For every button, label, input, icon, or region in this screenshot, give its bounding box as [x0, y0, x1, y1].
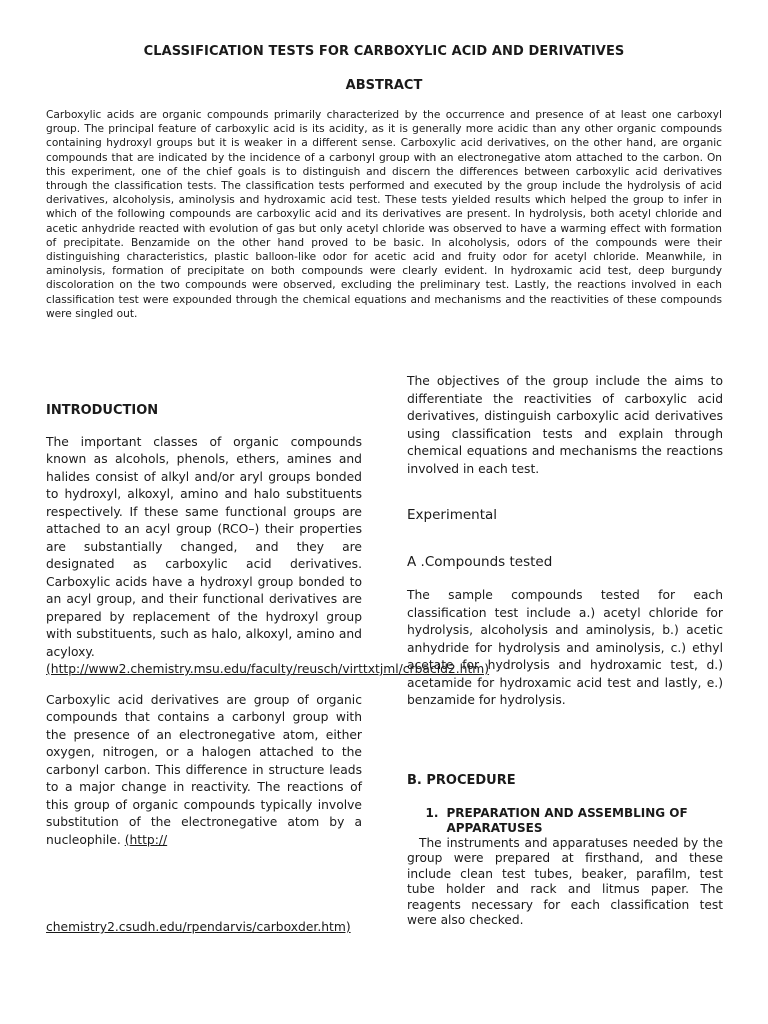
- introduction-paragraph-2-text: Carboxylic acid derivatives are group of organic compounds that contains a carbonyl group with the presence of an electronegative atom, either oxygen, nitrogen, or a halogen attached to the carbonyl carbon. This difference in structure leads to a major change in reactivity. The reactions of this group of organic compounds typically involve substitution of the electronegative atom by a nucleophile.: [46, 692, 362, 847]
- compounds-tested-heading: A .Compounds tested: [407, 553, 553, 570]
- step-1-heading: [407, 806, 723, 836]
- csudh-reference-link-end[interactable]: chemistry2.csudh.edu/rpendarvis/carboxder.htm): [46, 920, 351, 934]
- experimental-heading: Experimental: [407, 507, 498, 523]
- introduction-heading: INTRODUCTION: [46, 403, 159, 418]
- introduction-paragraph-1-text: The important classes of organic compounds known as alcohols, phenols, ethers, amines and halides consist of alkyl and/or aryl groups bonded to hydroxyl, alkoxyl, amino and halo substituents respectively. If these same functional groups are attached to an acyl group (RCO–) their properties are substantially changed, and they are designated as carboxylic acid derivatives. Carboxylic acids have a hydroxyl group bonded to an acyl group, and their functional derivatives are prepared by replacement of the hydroxyl group with substituents, such as halo, alkoxyl, amino and acyloxy.: [46, 434, 362, 659]
- compounds-tested-text: The sample compounds tested for each classification test include a.) acetyl chloride for hydrolysis, alcoholysis and aminolysis, b.) acetic anhydride for hydrolysis and aminolysis, c.) ethyl acetate for hydrolysis and hydroxamic test, d.) acetamide for hydroxamic acid test and lastly, e.) benzamide for hydrolysis.: [407, 588, 723, 707]
- document-title: CLASSIFICATION TESTS FOR CARBOXYLIC ACID AND DERIVATIVES: [143, 44, 625, 59]
- abstract-heading: ABSTRACT: [345, 78, 423, 93]
- procedure-heading: B. PROCEDURE: [407, 772, 516, 788]
- step-1-number: 1.: [425, 806, 439, 820]
- step-1-title: PREPARATION AND ASSEMBLING OF APPARATUSES: [446, 806, 688, 835]
- objectives-paragraph: The objectives of the group include the aims to differentiate the reactivities of carboxylic acid derivatives, distinguish carboxylic acid derivatives using classification tests and explain through chemical equations and mechanisms the reactions involved in each test.: [407, 374, 723, 476]
- right-column: [407, 373, 723, 928]
- step-1-text: The instruments and apparatuses needed by the group were prepared at firsthand, and these include clean test tubes, beaker, parafilm, test tube holder and rack and litmus paper. The reagents necessary for each classification test were also checked.: [407, 836, 723, 928]
- abstract-text: Carboxylic acids are organic compounds primarily characterized by the occurrence and presence of at least one carboxyl group. The principal feature of carboxylic acid is its acidity, as it is generally more acidic than any other organic compounds containing hydroxyl groups but it is weaker in a different sense. Carboxylic acid derivatives, on the other hand, are organic compounds that are indicated by the incidence of a carbonyl group with an electronegative atom attached to the carbon. On this experiment, one of the chief goals is to distinguish and discern the differences between carboxylic acid derivatives through the classification tests. The classification tests performed and executed by the group include the hydrolysis of acid derivatives, alcoholysis, aminolysis and hydroxamic acid test. These tests yielded results which helped the group to infer in which of the following compounds are carboxylic acid and its derivatives are present. In hydrolysis, both acetyl chloride and acetic anhydride reacted with evolution of gas but only acetyl chloride was observed to have a warming effect with formation of precipitate. Benzamide on the other hand proved to be basic. In alcoholysis, odors of the compounds were their distinguishing characteristics, plastic balloon-like odor for acetic acid and fruity odor for acetyl chloride. Meanwhile, in aminolysis, formation of precipitate on both compounds were clearly evident. In hydroxamic acid test, deep burgundy discoloration on the two compounds were observed, excluding the preliminary test. Lastly, the reactions involved in each classification test were expounded through the chemical equations and mechanisms and the reactivities of these compounds were singled out.: [46, 109, 722, 320]
- msu-reference-link[interactable]: (http://www2.chemistry.msu.edu/faculty/reusch/virttxtjml/crbacid2.htm): [46, 662, 490, 676]
- introduction-paragraph-2: [46, 692, 362, 850]
- csudh-reference-link-start[interactable]: (http://: [124, 832, 168, 847]
